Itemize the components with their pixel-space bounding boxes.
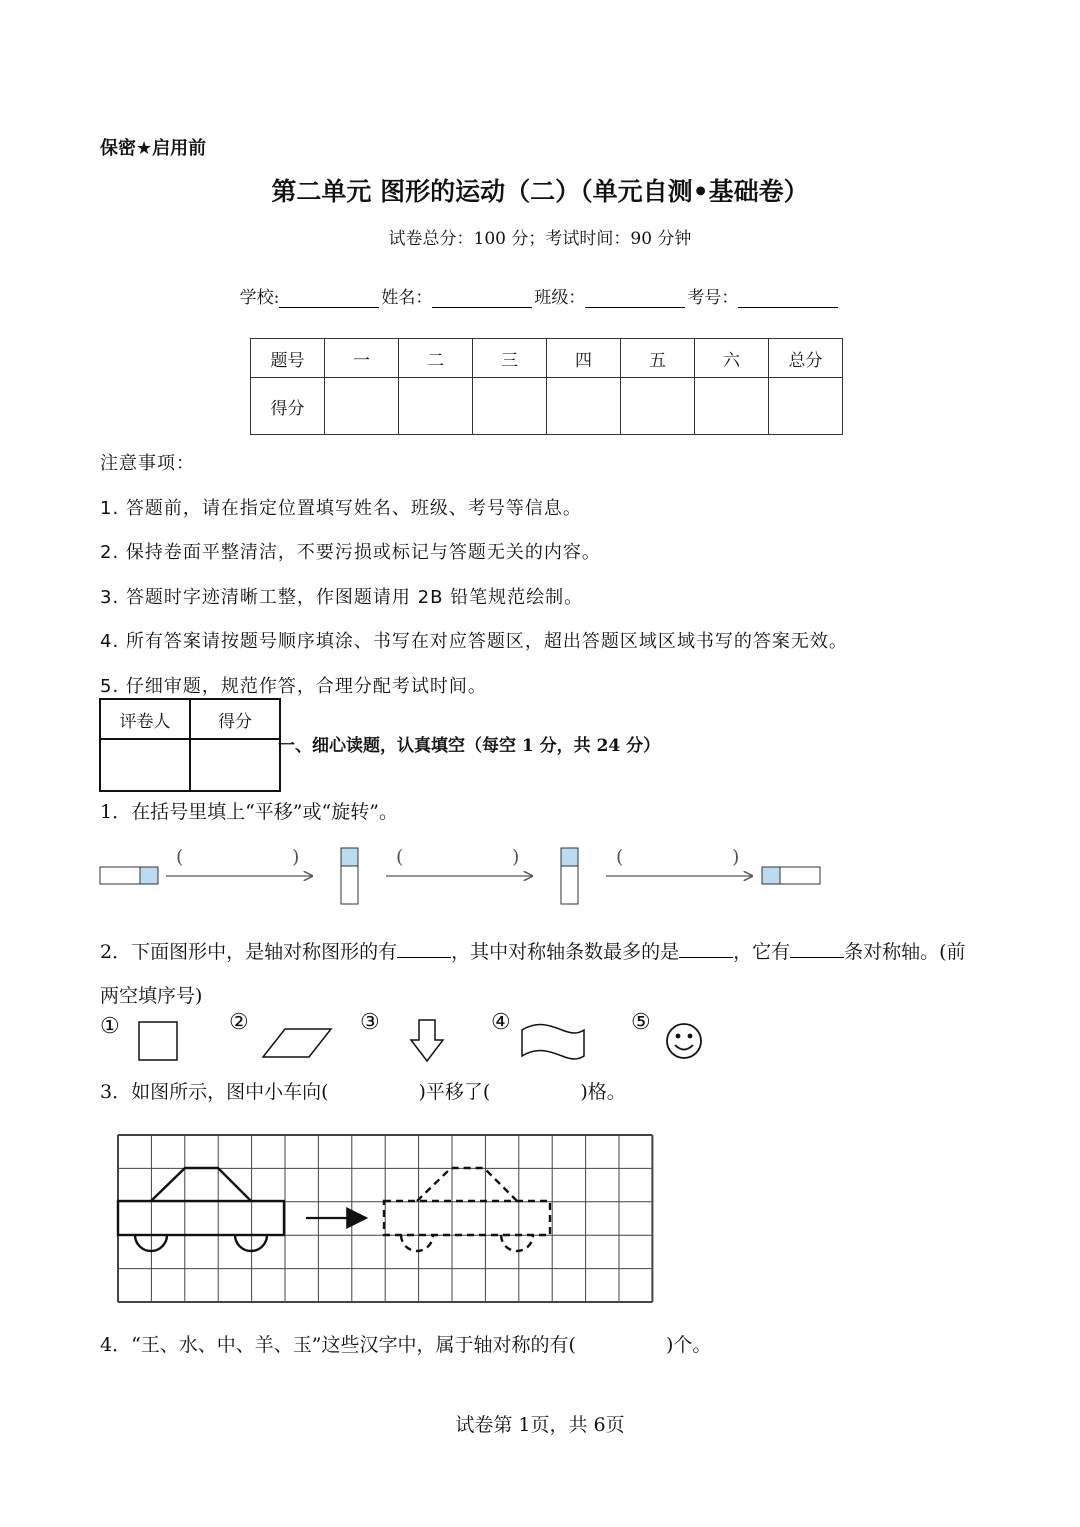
question-3-part: 3．如图所示，图中小车向( (100, 1081, 329, 1103)
question-4-part: 4．“王、水、中、羊、玉”这些汉字中，属于轴对称的有( (100, 1334, 576, 1356)
bar-vertical-1 (341, 848, 358, 904)
score-cell[interactable] (325, 378, 399, 435)
confidential-label: 保密★启用前 (100, 138, 207, 159)
name-label: 姓名： (381, 288, 433, 308)
question-2-part: 条对称轴。(前两空填序号) (100, 941, 966, 1007)
score-header-cell: 题号 (251, 339, 325, 378)
question-4-part: )个。 (665, 1334, 712, 1356)
grader-header: 评卷人 (100, 699, 190, 739)
score-header-cell: 二 (399, 339, 473, 378)
question-3-part: )平移了( (418, 1081, 491, 1103)
flag-shape (522, 1025, 584, 1059)
shape-label-2: ② (229, 1010, 249, 1035)
score-cell[interactable] (399, 378, 473, 435)
question-3-part: )格。 (580, 1081, 626, 1103)
notes-section (100, 442, 848, 709)
score-table (250, 338, 843, 435)
grader-score-cell[interactable] (190, 739, 280, 791)
note-item: 4. 所有答案请按题号顺序填涂、书写在对应答题区，超出答题区域区域书写的答案无效。 (100, 631, 848, 652)
score-cell[interactable] (769, 378, 843, 435)
paren-close: ) (732, 846, 740, 868)
square-shape (139, 1022, 177, 1060)
shape-label-4: ④ (491, 1010, 511, 1035)
score-cell[interactable] (695, 378, 769, 435)
page-footer: 试卷第 1页，共 6页 (455, 1414, 625, 1436)
score-row-label: 得分 (251, 378, 325, 435)
down-arrow-shape (411, 1020, 443, 1061)
question-4-text (100, 1330, 711, 1357)
class-field[interactable] (585, 291, 685, 308)
question-1-figure (0, 840, 1080, 910)
paren-close: ) (512, 846, 520, 868)
car-solid (118, 1168, 284, 1251)
grader-table (99, 698, 281, 792)
question-2-part: 2．下面图形中，是轴对称图形的有 (100, 941, 398, 963)
question-2-shapes (0, 1010, 1080, 1070)
bar-vertical-2 (561, 848, 578, 904)
smiley-face-shape (667, 1024, 701, 1058)
score-header-cell: 六 (695, 339, 769, 378)
score-header-cell: 四 (547, 339, 621, 378)
bar-horizontal-end (762, 867, 820, 884)
exam-subtitle: 试卷总分：100 分；考试时间：90 分钟 (388, 229, 692, 249)
score-header-cell: 三 (473, 339, 547, 378)
note-item: 3. 答题时字迹清晰工整，作图题请用 2B 铅笔规范绘制。 (100, 586, 584, 608)
paren-open: ( (176, 846, 184, 868)
question-2-part: ，它有 (733, 941, 791, 963)
car-translation-grid (0, 1130, 1080, 1305)
grader-score-header: 得分 (190, 699, 280, 739)
question-1-text: 1．在括号里填上“平移”或“旋转”。 (100, 801, 398, 823)
answer-blank[interactable] (790, 939, 844, 958)
note-item: 5. 仔细审题，规范作答，合理分配考试时间。 (100, 675, 487, 697)
question-3-text (100, 1077, 626, 1104)
shape-label-5: ⑤ (631, 1010, 651, 1035)
score-cell[interactable] (473, 378, 547, 435)
parallelogram-shape (263, 1029, 331, 1057)
score-header-cell: 一 (325, 339, 399, 378)
car-dashed (384, 1168, 550, 1251)
score-cell[interactable] (621, 378, 695, 435)
note-item: 1. 答题前，请在指定位置填写姓名、班级、考号等信息。 (100, 497, 582, 519)
score-cell[interactable] (547, 378, 621, 435)
shape-label-1: ① (100, 1014, 120, 1039)
school-field[interactable] (279, 291, 379, 308)
exam-number-field[interactable] (738, 291, 838, 308)
section-1-title: 一、细心读题，认真填空（每空 1 分，共 24 分） (278, 736, 661, 756)
answer-blank[interactable] (679, 939, 733, 958)
question-2-text (100, 930, 980, 1018)
class-label: 班级： (534, 288, 586, 308)
answer-blank[interactable] (397, 939, 451, 958)
score-header-cell: 五 (621, 339, 695, 378)
bar-horizontal-start (100, 867, 158, 884)
paren-open: ( (396, 846, 404, 868)
shape-label-3: ③ (360, 1010, 380, 1035)
name-field[interactable] (432, 291, 532, 308)
page-title: 第二单元 图形的运动（二）（单元自测•基础卷） (271, 177, 809, 206)
note-item: 2. 保持卷面平整清洁，不要污损或标记与答题无关的内容。 (100, 542, 601, 563)
notes-title: 注意事项： (100, 453, 195, 474)
paren-open: ( (616, 846, 624, 868)
school-label: 学校: (239, 288, 280, 308)
exam-number-label: 考号： (687, 288, 739, 308)
student-info-row (0, 283, 1080, 308)
question-2-part: ，其中对称轴条数最多的是 (451, 941, 680, 963)
score-header-cell: 总分 (769, 339, 843, 378)
paren-close: ) (292, 846, 300, 868)
grader-cell[interactable] (100, 739, 190, 791)
